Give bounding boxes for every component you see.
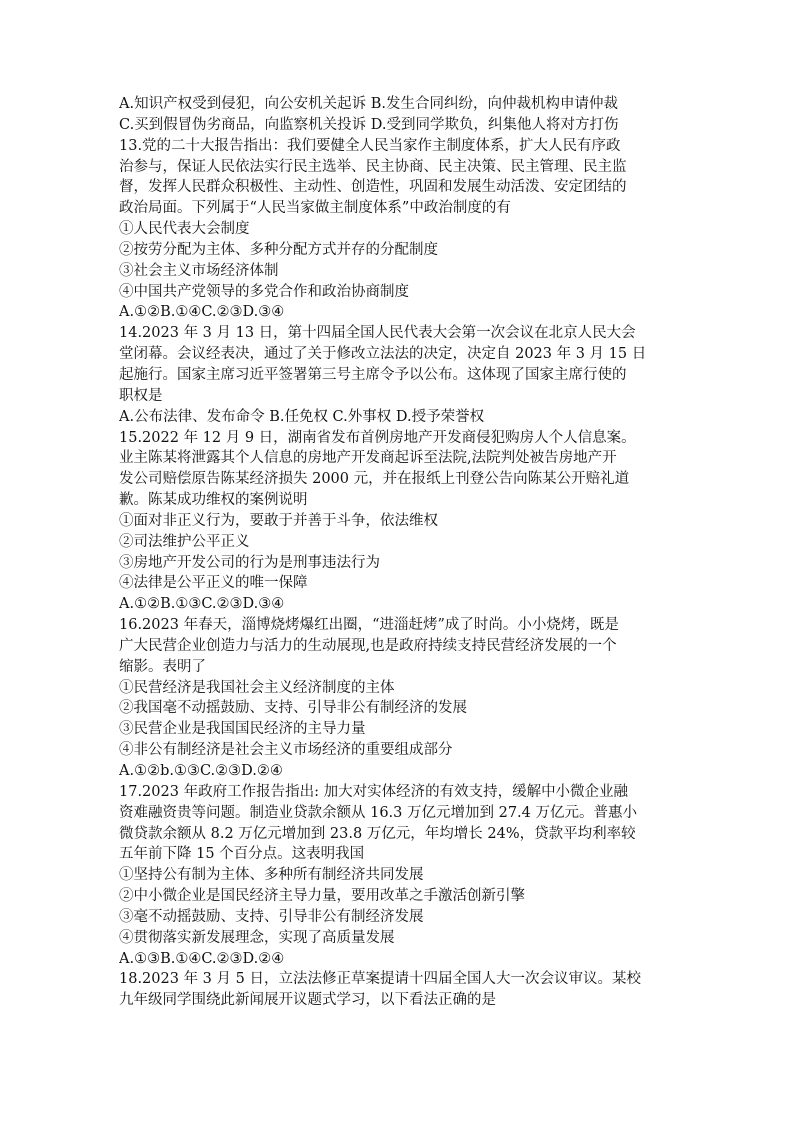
text-line: 职权是 <box>119 387 163 404</box>
text-line: ②中小微企业是国民经济主导力量，要用改革之手激活创新引擎 <box>119 888 525 905</box>
text-line: ③毫不动摇鼓励、支持、引导非公有制经济发展 <box>119 908 424 925</box>
text-line: ④贯彻落实新发展理念，实现了高质量发展 <box>119 929 395 946</box>
text-line: A.知识产权受到侵犯，向公安机关起诉 B.发生合同纠纷，向仲裁机构申请仲裁 <box>119 96 618 112</box>
exam-page <box>119 94 679 1011</box>
text-line: 治参与，保证人民依法实行民主选举、民主协商、民主决策、民主管理、民主监 <box>119 158 627 175</box>
text-line: ②我国毫不动摇鼓励、支持、引导非公有制经济的发展 <box>119 700 467 717</box>
text-line: ②司法维护公平正义 <box>119 533 250 550</box>
text-line: ③社会主义市场经济体制 <box>119 262 279 279</box>
text-line: ④法律是公平正义的唯一保障 <box>119 575 308 592</box>
text-line: ①面对非正义行为，要敢于并善于斗争，依法维权 <box>119 512 438 529</box>
text-line: 五年前下降 15 个百分点。这表明我国 <box>119 846 365 863</box>
text-line: 九年级同学围绕此新闻展开议题式学习，以下看法正确的是 <box>119 992 496 1009</box>
text-line: ①人民代表大会制度 <box>119 221 250 238</box>
text-line: A.①②B.①③C.②③D.③④ <box>119 596 285 613</box>
text-line: ①民营经济是我国社会主义经济制度的主体 <box>119 679 395 696</box>
text-line: A.①②B.①④C.②③D.③④ <box>119 304 285 321</box>
text-line: 18.2023 年 3 月 5 日，立法法修正草案提请十四届全国人大一次会议审议。某校 <box>119 971 641 988</box>
text-line: 督，发挥人民群众积极性、主动性、创造性，巩固和发展生动活泼、安定团结的 <box>119 179 627 196</box>
text-line: 17.2023 年政府工作报告指出: 加大对实体经济的有效支持，缓解中小微企业融 <box>119 783 629 800</box>
text-line: ②按劳分配为主体、多种分配方式并存的分配制度 <box>119 241 438 258</box>
text-line: 发公司赔偿原告陈某经济损失 2000 元，并在报纸上刊登公告向陈某公开赔礼道 <box>119 471 630 488</box>
text-line: 14.2023 年 3 月 13 日，第十四届全国人民代表大会第一次会议在北京人民大会 <box>119 325 636 342</box>
text-line: ④非公有制经济是社会主义市场经济的重要组成部分 <box>119 742 453 759</box>
text-line: C.买到假冒伪劣商品，向监察机关投诉 D.受到同学欺负，纠集他人将对方打伤 <box>119 116 619 133</box>
text-line: 广大民营企业创造力与活力的生动展现,也是政府持续支持民营经济发展的一个 <box>119 637 617 654</box>
text-line: ③房地产开发公司的行为是刑事违法行为 <box>119 554 380 571</box>
text-line: A.①②b.①③C.②③D.②④ <box>119 763 283 779</box>
text-line: 13.党的二十大报告指出：我们要健全人民当家作主制度体系，扩大人民有序政 <box>119 137 621 154</box>
text-line: 16.2023 年春天，淄博烧烤爆红出圈，“进淄赶烤”成了时尚。小小烧烤，既是 <box>119 617 619 634</box>
text-line: 微贷款余额从 8.2 万亿元增加到 23.8 万亿元，年均增长 24%，贷款平均利率较 <box>119 825 636 842</box>
text-line: 15.2022 年 12 月 9 日，湖南省发布首例房地产开发商侵犯购房人个人信息案。 <box>119 429 636 446</box>
text-line: 起施行。国家主席习近平签署第三号主席令予以公布。这体现了国家主席行使的 <box>119 366 627 383</box>
text-line: 资难融资贵等问题。制造业贷款余额从 16.3 万亿元增加到 27.4 万亿元。普惠小 <box>119 804 638 821</box>
text-line: 堂闭幕。会议经表决，通过了关于修改立法法的决定，决定自 2023 年 3 月 15 日 <box>119 346 647 363</box>
text-line: A.公布法律、发布命令 B.任免权 C.外事权 D.授予荣誉权 <box>119 408 485 425</box>
text-line: 歉。陈某成功维权的案例说明 <box>119 492 308 509</box>
text-line: 业主陈某将泄露其个人信息的房地产开发商起诉至法院,法院判处被告房地产开 <box>119 450 617 467</box>
text-line: ④中国共产党领导的多党合作和政治协商制度 <box>119 283 409 300</box>
text-line: 缩影。表明了 <box>119 658 206 675</box>
text-line: ①坚持公有制为主体、多种所有制经济共同发展 <box>119 867 424 884</box>
text-line: ③民营企业是我国国民经济的主导力量 <box>119 721 366 738</box>
text-line: A.①③B.①④C.②③D.②④ <box>119 950 285 967</box>
text-line: 政治局面。下列属于“人民当家做主制度体系”中政治制度的有 <box>119 200 511 217</box>
